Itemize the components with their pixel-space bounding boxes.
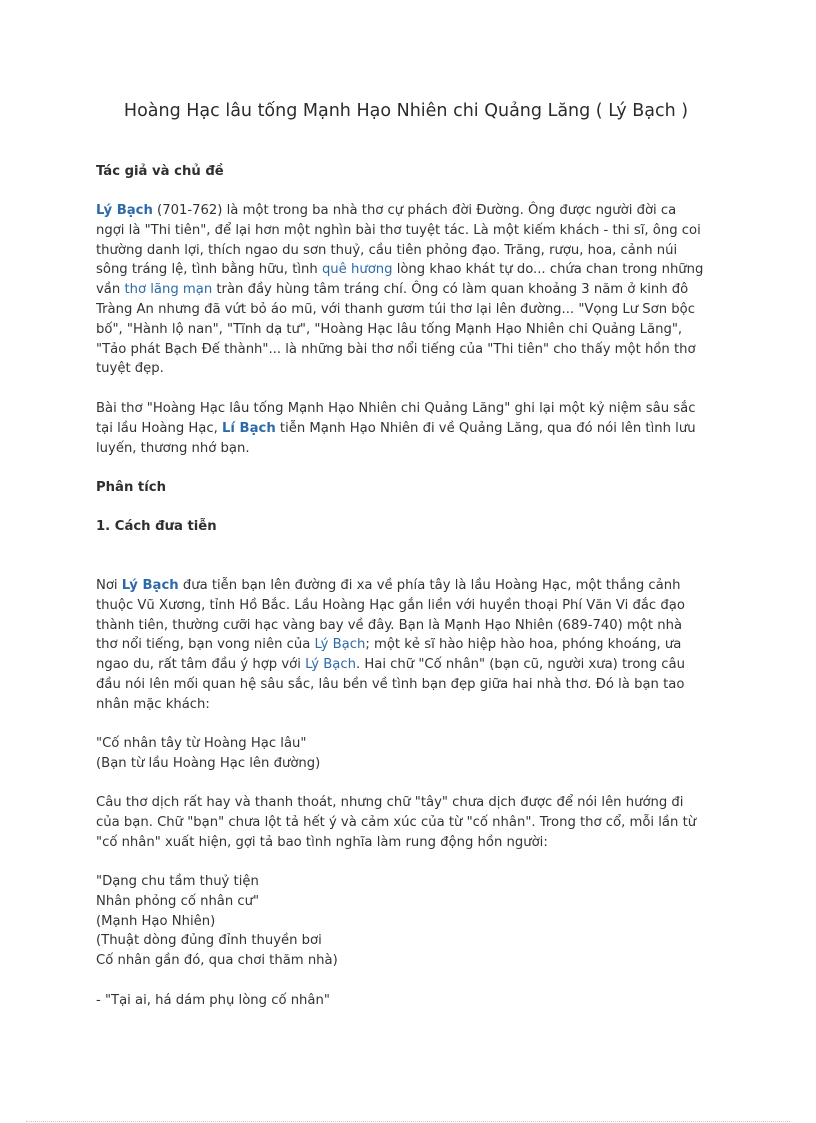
text-line: ngao du, rất tâm đầu ý hợp với Lý Bạch. Hai chữ "Cố nhân" (bạn cũ, người xưa) trong câu bbox=[96, 657, 685, 673]
text-line: nhân mặc khách: bbox=[96, 696, 210, 712]
text-line: Nơi Lý Bạch đưa tiễn bạn lên đường đi xa về phía tây là lầu Hoàng Hạc, một thắng cảnh bbox=[96, 578, 681, 593]
text-line: thuộc Vũ Xương, tỉnh Hồ Bắc. Lầu Hoàng Hạc gắn liền với huyền thoại Phí Văn Vi đắc đạo bbox=[96, 597, 685, 613]
text-line: đầu nói lên mối quan hệ sâu sắc, lâu bền về tình bạn đẹp giữa hai nhà thơ. Đó là bạn tao bbox=[96, 676, 685, 692]
poem-intro-paragraph bbox=[96, 399, 726, 458]
heading-section-1: 1. Cách đưa tiễn bbox=[96, 519, 217, 534]
quote-verse-1 bbox=[96, 734, 726, 774]
text-line: thường danh lợi, thích ngao du sơn thuỷ, cầu tiên phỏng đạo. Trăng, rượu, hoa, cảnh núi bbox=[96, 242, 678, 258]
text-line: thơ nổi tiếng, bạn vong niên của Lý Bạch; một kẻ sĩ hào hiệp hào hoa, phóng khoáng, ưa bbox=[96, 637, 682, 653]
text-line: bố", "Hành lộ nan", "Tĩnh dạ tư", "Hoàng Hạc lâu tống Mạnh Hạo Nhiên chi Quảng Lăng", bbox=[96, 321, 683, 337]
heading-author-theme: Tác giả và chủ đề bbox=[96, 164, 224, 179]
text-line: thành tiên, thường cưỡi hạc vàng bay về đây. Bạn là Mạnh Hạo Nhiên (689-740) một nhà bbox=[96, 617, 683, 633]
text-line: "Cố nhân tây từ Hoàng Hạc lâu" bbox=[96, 736, 307, 751]
hometown-link[interactable]: quê hương bbox=[321, 262, 393, 278]
text-line: Nhân phỏng cố nhân cư" bbox=[96, 893, 260, 909]
intro-paragraph bbox=[96, 201, 726, 379]
author-link[interactable]: Lý Bạch bbox=[121, 578, 179, 593]
text-line: tuyệt đẹp. bbox=[96, 361, 164, 377]
text-line: Tràng An nhưng đã vứt bỏ áo mũ, với thanh gươm túi thơ lại lên đường... "Vọng Lư Sơn bộc bbox=[96, 301, 695, 317]
author-link[interactable]: Lý Bạch bbox=[96, 203, 153, 218]
quote-verse-2 bbox=[96, 872, 726, 971]
text-line: sông tráng lệ, tình bằng hữu, tình quê hương lòng khao khát tự do... chứa chan trong những bbox=[96, 262, 704, 278]
author-link[interactable]: Lý Bạch bbox=[305, 657, 356, 673]
heading-analysis: Phân tích bbox=[96, 480, 166, 495]
text-line: Lý Bạch (701-762) là một trong ba nhà thơ cự phách đời Đường. Ông được người đời ca bbox=[96, 203, 677, 218]
text-line: Bài thơ "Hoàng Hạc lâu tống Mạnh Hạo Nhiên chi Quảng Lăng" ghi lại một kỷ niệm sâu sắc bbox=[96, 401, 696, 416]
document-title: Hoàng Hạc lâu tống Mạnh Hạo Nhiên chi Quảng Lăng ( Lý Bạch ) bbox=[123, 101, 689, 121]
text-line: luyến, thương nhớ bạn. bbox=[96, 440, 250, 456]
text-line: ngợi là "Thi tiên", để lại hơn một nghìn bài thơ tuyệt tác. Là một kiếm khách - thi sĩ, ông coi bbox=[96, 222, 701, 238]
commentary-paragraph bbox=[96, 793, 726, 852]
text-line: tại lầu Hoàng Hạc, Lí Bạch tiễn Mạnh Hạo Nhiên đi về Quảng Lăng, qua đó nói lên tình lưu bbox=[96, 420, 696, 436]
text-line: "Dạng chu tầm thuỷ tiện bbox=[96, 874, 259, 889]
author-link[interactable]: Lí Bạch bbox=[222, 420, 276, 436]
text-line: - "Tại ai, há dám phụ lòng cố nhân" bbox=[96, 993, 330, 1008]
quote-verse-3 bbox=[96, 991, 726, 1011]
text-line: (Thuật dòng đủng đỉnh thuyền bơi bbox=[96, 933, 322, 949]
text-line: vần thơ lãng mạn tràn đầy hùng tâm tráng chí. Ông có làm quan khoảng 3 năm ở kinh đô bbox=[96, 282, 689, 298]
text-line: "Tảo phát Bạch Đế thành"... là những bài thơ nổi tiếng của "Thi tiên" cho thấy một hồn thơ bbox=[96, 341, 696, 357]
text-line: (Mạnh Hạo Nhiên) bbox=[96, 913, 216, 929]
author-link[interactable]: Lý Bạch bbox=[314, 637, 366, 653]
text-line: Câu thơ dịch rất hay và thanh thoát, nhưng chữ "tây" chưa dịch được để nói lên hướng đi bbox=[96, 795, 684, 810]
text-line: (Bạn từ lầu Hoàng Hạc lên đường) bbox=[96, 755, 321, 771]
text-line: của bạn. Chữ "bạn" chưa lột tả hết ý và cảm xúc của từ "cố nhân". Trong thơ cổ, mỗi lần từ bbox=[96, 814, 697, 830]
romantic-poetry-link[interactable]: thơ lãng mạn bbox=[124, 282, 213, 298]
text-line: "cố nhân" xuất hiện, gợi tả bao tình nghĩa làm rung động hồn người: bbox=[96, 834, 548, 850]
farewell-paragraph bbox=[96, 576, 726, 715]
page-bottom-rule bbox=[26, 1121, 790, 1122]
text-line: Cố nhân gần đó, qua chơi thăm nhà) bbox=[96, 953, 338, 969]
